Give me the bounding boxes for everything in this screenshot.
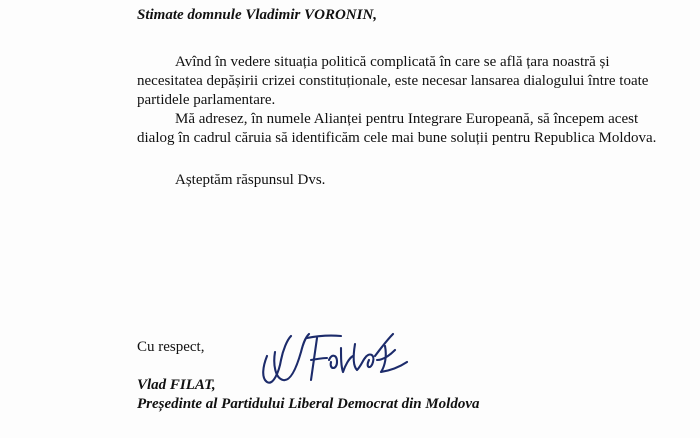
paragraph-1 [137, 53, 667, 110]
paragraph-3-text: Așteptăm răspunsul Dvs. [175, 172, 326, 188]
closing: Cu respect, [137, 339, 205, 355]
paragraph-2-text: Mă adresez, în numele Alianței pentru Integrare Europeană, să începem acest dialog în cadrul căruia să identificăm cele mai bune soluții pentru Republica Moldova. [137, 111, 657, 146]
signature-icon [253, 326, 413, 394]
signer-title: Președinte al Partidului Liberal Democrat din Moldova [137, 396, 480, 412]
salutation: Stimate domnule Vladimir VORONIN, [137, 7, 378, 23]
paragraph-1-text: Avînd în vedere situația politică complicată în care se află țara noastră și necesitatea depășirii crizei constituționale, este necesar lansarea dialogului între toate partidele parlamentare. [137, 54, 649, 108]
paragraph-3 [137, 171, 667, 190]
paragraph-2 [137, 110, 667, 148]
signer-name: Vlad FILAT, [137, 377, 216, 393]
